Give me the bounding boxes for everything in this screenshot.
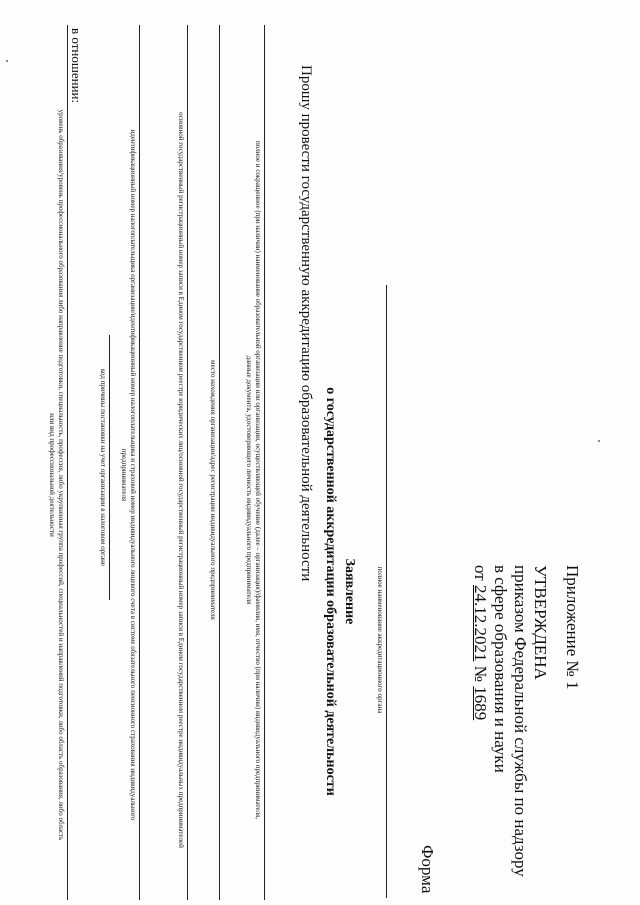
authority-name-line xyxy=(386,285,387,898)
order-reference xyxy=(470,565,490,720)
regarding-label: в отношении: xyxy=(69,28,84,104)
field-line-2 xyxy=(219,25,220,900)
field-caption-education-level: уровень образования/уровень профессионального образования либо направление подготовки, специальность, профессия, либо укрупненная группа профессий, специальностей и направлений подготовки, либо область образования, либо область или вид профессиональной деятельности xyxy=(48,109,65,841)
approval-line-2: в сфере образования и науки xyxy=(491,565,510,773)
regarding-line xyxy=(67,25,68,900)
field-caption-organization-name: полное и сокращенное (при наличии) наименование образовательной организации или организации, осуществляющей обучение (далее – организация)/фамилия, имя, отчество (при наличии) индивидуального предпринимателя, данные документа, удостоверяющего личность индивидуального предпринимателя xyxy=(245,140,262,820)
order-number: 1689 xyxy=(471,686,490,721)
request-text: Прошу провести государственную аккредитацию образовательной деятельности xyxy=(298,65,314,582)
title-line-2: о государственной аккредитации образовательной деятельности xyxy=(323,387,338,796)
form-label: Форма xyxy=(418,845,437,894)
field-caption-address: место нахождения организации/адрес регистрации индивидуального предпринимателя xyxy=(209,360,217,620)
field-line-1 xyxy=(264,25,265,900)
scan-speck xyxy=(598,440,600,442)
scan-speck xyxy=(6,60,8,62)
field-caption-ogrn: основной государственный регистрационный номер записи в Едином государственном реестре юридических лиц/основной государственный регистрационный номер записи в Едином государственном реестре индивидуальных предпринимателей xyxy=(177,112,185,848)
order-date: 24.12.2021 xyxy=(471,584,490,662)
title-line-1: Заявление xyxy=(342,558,357,625)
appendix-label: Приложение № 1 xyxy=(563,565,582,690)
approval-line-1: приказом Федеральной службы по надзору xyxy=(511,565,530,877)
number-prefix: № xyxy=(471,665,490,682)
field-caption-inn: идентификационный номер налогоплательщика организации/идентификационный номер налогоплательщика и страховой номер индивидуального лицевого счета в системе обязательного пенсионного страхования индивидуального предпринимателя xyxy=(120,129,137,821)
authority-name-caption: полное наименование аккредитационного органа xyxy=(376,566,384,714)
field-caption-kpp: код причины постановки на учет организации в налоговом органе xyxy=(99,368,107,566)
approved-label: УТВЕРЖДЕНА xyxy=(531,565,550,680)
field-line-3 xyxy=(187,25,188,900)
field-line-5 xyxy=(109,335,110,600)
field-line-4 xyxy=(139,25,140,900)
date-prefix: от xyxy=(471,565,490,581)
